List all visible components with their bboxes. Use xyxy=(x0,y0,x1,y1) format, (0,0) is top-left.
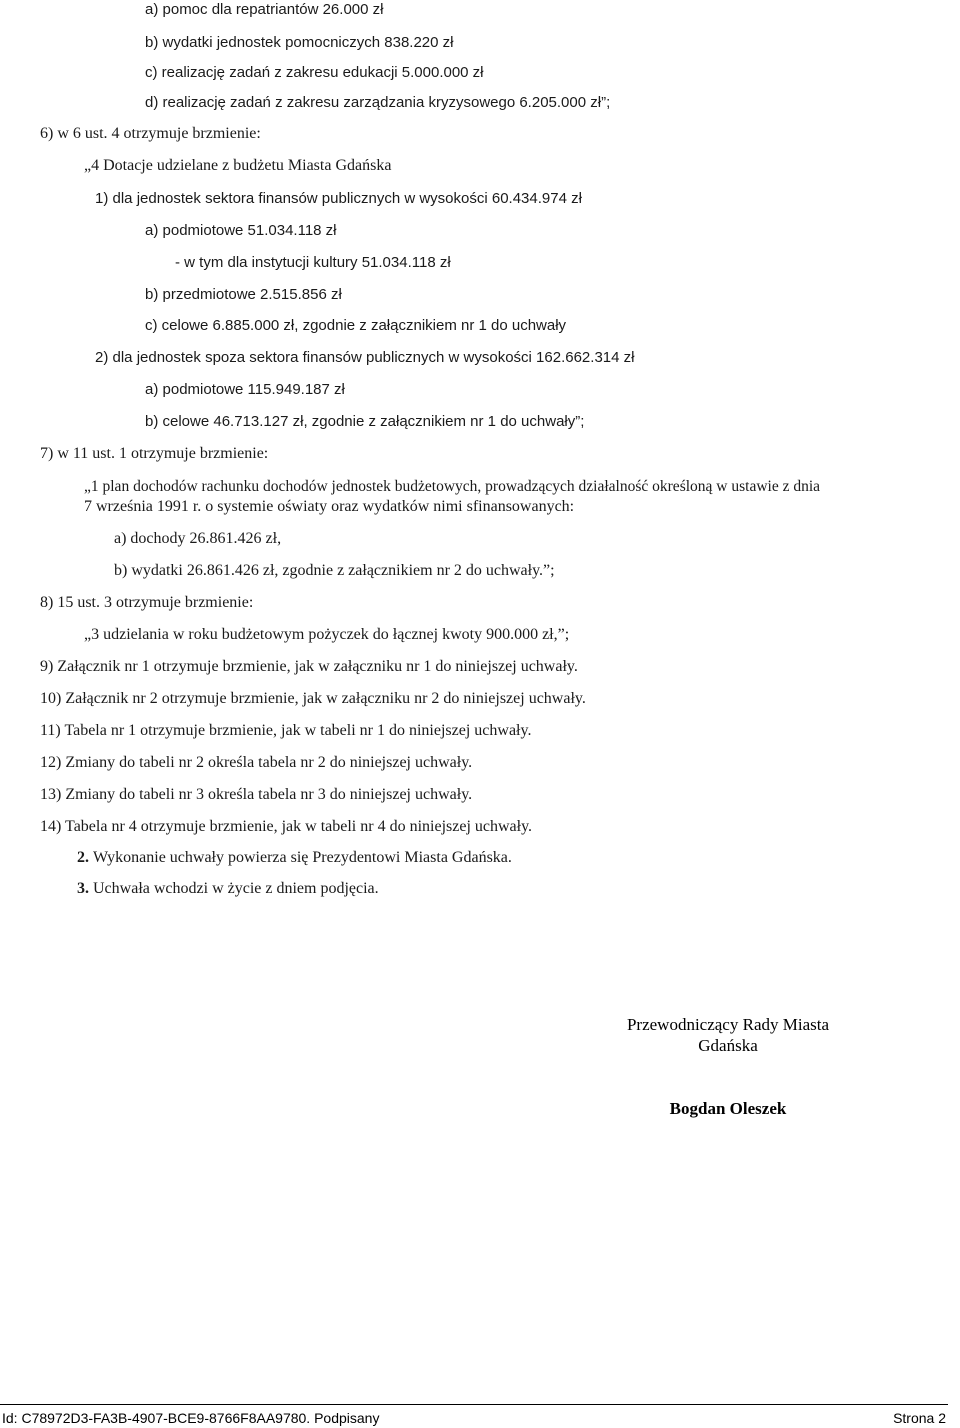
text-line: b) celowe 46.713.127 zł, zgodnie z załącznikiem nr 1 do uchwały”; xyxy=(145,413,585,430)
paragraph-number: 2. xyxy=(77,849,89,866)
text-line: 6) w 6 ust. 4 otrzymuje brzmienie: xyxy=(40,125,261,142)
text-line: 2) dla jednostek spoza sektora finansów publicznych w wysokości 162.662.314 zł xyxy=(95,349,635,366)
paragraph-3 xyxy=(77,879,379,899)
text-line: 12) Zmiany do tabeli nr 2 określa tabela nr 2 do niniejszej uchwały. xyxy=(40,754,473,771)
text-line: c) celowe 6.885.000 zł, zgodnie z załącznikiem nr 1 do uchwały xyxy=(145,317,567,334)
text-line: c) realizację zadań z zakresu edukacji 5.000.000 zł xyxy=(145,64,484,81)
signature-title-line: Gdańska xyxy=(698,1036,758,1055)
text-line: 1) dla jednostek sektora finansów publicznych w wysokości 60.434.974 zł xyxy=(95,190,582,207)
text-line: a) dochody 26.861.426 zł, xyxy=(114,530,282,547)
footer-divider xyxy=(0,1404,948,1405)
text-line: 14) Tabela nr 4 otrzymuje brzmienie, jak w tabeli nr 4 do niniejszej uchwały. xyxy=(40,818,533,835)
text-line: 7 września 1991 r. o systemie oświaty oraz wydatków nimi sfinansowanych: xyxy=(84,498,575,515)
paragraph-2 xyxy=(77,848,512,868)
text-line: b) przedmiotowe 2.515.856 zł xyxy=(145,286,342,303)
text-line: 7) w 11 ust. 1 otrzymuje brzmienie: xyxy=(40,445,269,462)
paragraph-text: Wykonanie uchwały powierza się Prezydentowi Miasta Gdańska. xyxy=(93,849,512,866)
signature-title xyxy=(608,1014,848,1056)
text-line: 10) Załącznik nr 2 otrzymuje brzmienie, jak w załączniku nr 2 do niniejszej uchwały. xyxy=(40,690,586,707)
text-line: a) pomoc dla repatriantów 26.000 zł xyxy=(145,1,384,18)
text-line: a) podmiotowe 115.949.187 zł xyxy=(145,381,345,398)
text-line: „3 udzielania w roku budżetowym pożyczek do łącznej kwoty 900.000 zł,”; xyxy=(84,626,570,643)
signature-name: Bogdan Oleszek xyxy=(669,1099,787,1118)
text-line: 11) Tabela nr 1 otrzymuje brzmienie, jak w tabeli nr 1 do niniejszej uchwały. xyxy=(40,722,532,739)
text-line: b) wydatki 26.861.426 zł, zgodnie z załącznikiem nr 2 do uchwały.”; xyxy=(114,562,555,579)
text-line: a) podmiotowe 51.034.118 zł xyxy=(145,222,337,239)
text-line: 13) Zmiany do tabeli nr 3 określa tabela nr 3 do niniejszej uchwały. xyxy=(40,786,473,803)
document-id: Id: C78972D3-FA3B-4907-BCE9-8766F8AA9780. Podpisany xyxy=(2,1410,380,1426)
text-line: 9) Załącznik nr 1 otrzymuje brzmienie, jak w załączniku nr 1 do niniejszej uchwały. xyxy=(40,658,578,675)
text-line: d) realizację zadań z zakresu zarządzania kryzysowego 6.205.000 zł”; xyxy=(145,94,611,111)
paragraph-number: 3. xyxy=(77,880,89,897)
text-line: b) wydatki jednostek pomocniczych 838.220 zł xyxy=(145,34,454,51)
page-number: Strona 2 xyxy=(893,1410,946,1426)
text-line: „1 plan dochodów rachunku dochodów jednostek budżetowych, prowadzących działalność określoną w ustawie z dnia xyxy=(84,478,821,495)
text-line: 8) 15 ust. 3 otrzymuje brzmienie: xyxy=(40,594,254,611)
signature-title-line: Przewodniczący Rady Miasta xyxy=(626,1015,830,1034)
paragraph-text: Uchwała wchodzi w życie z dniem podjęcia. xyxy=(93,880,379,897)
text-line: „4 Dotacje udzielane z budżetu Miasta Gdańska xyxy=(84,157,392,174)
text-line: - w tym dla instytucji kultury 51.034.118 zł xyxy=(175,254,451,271)
